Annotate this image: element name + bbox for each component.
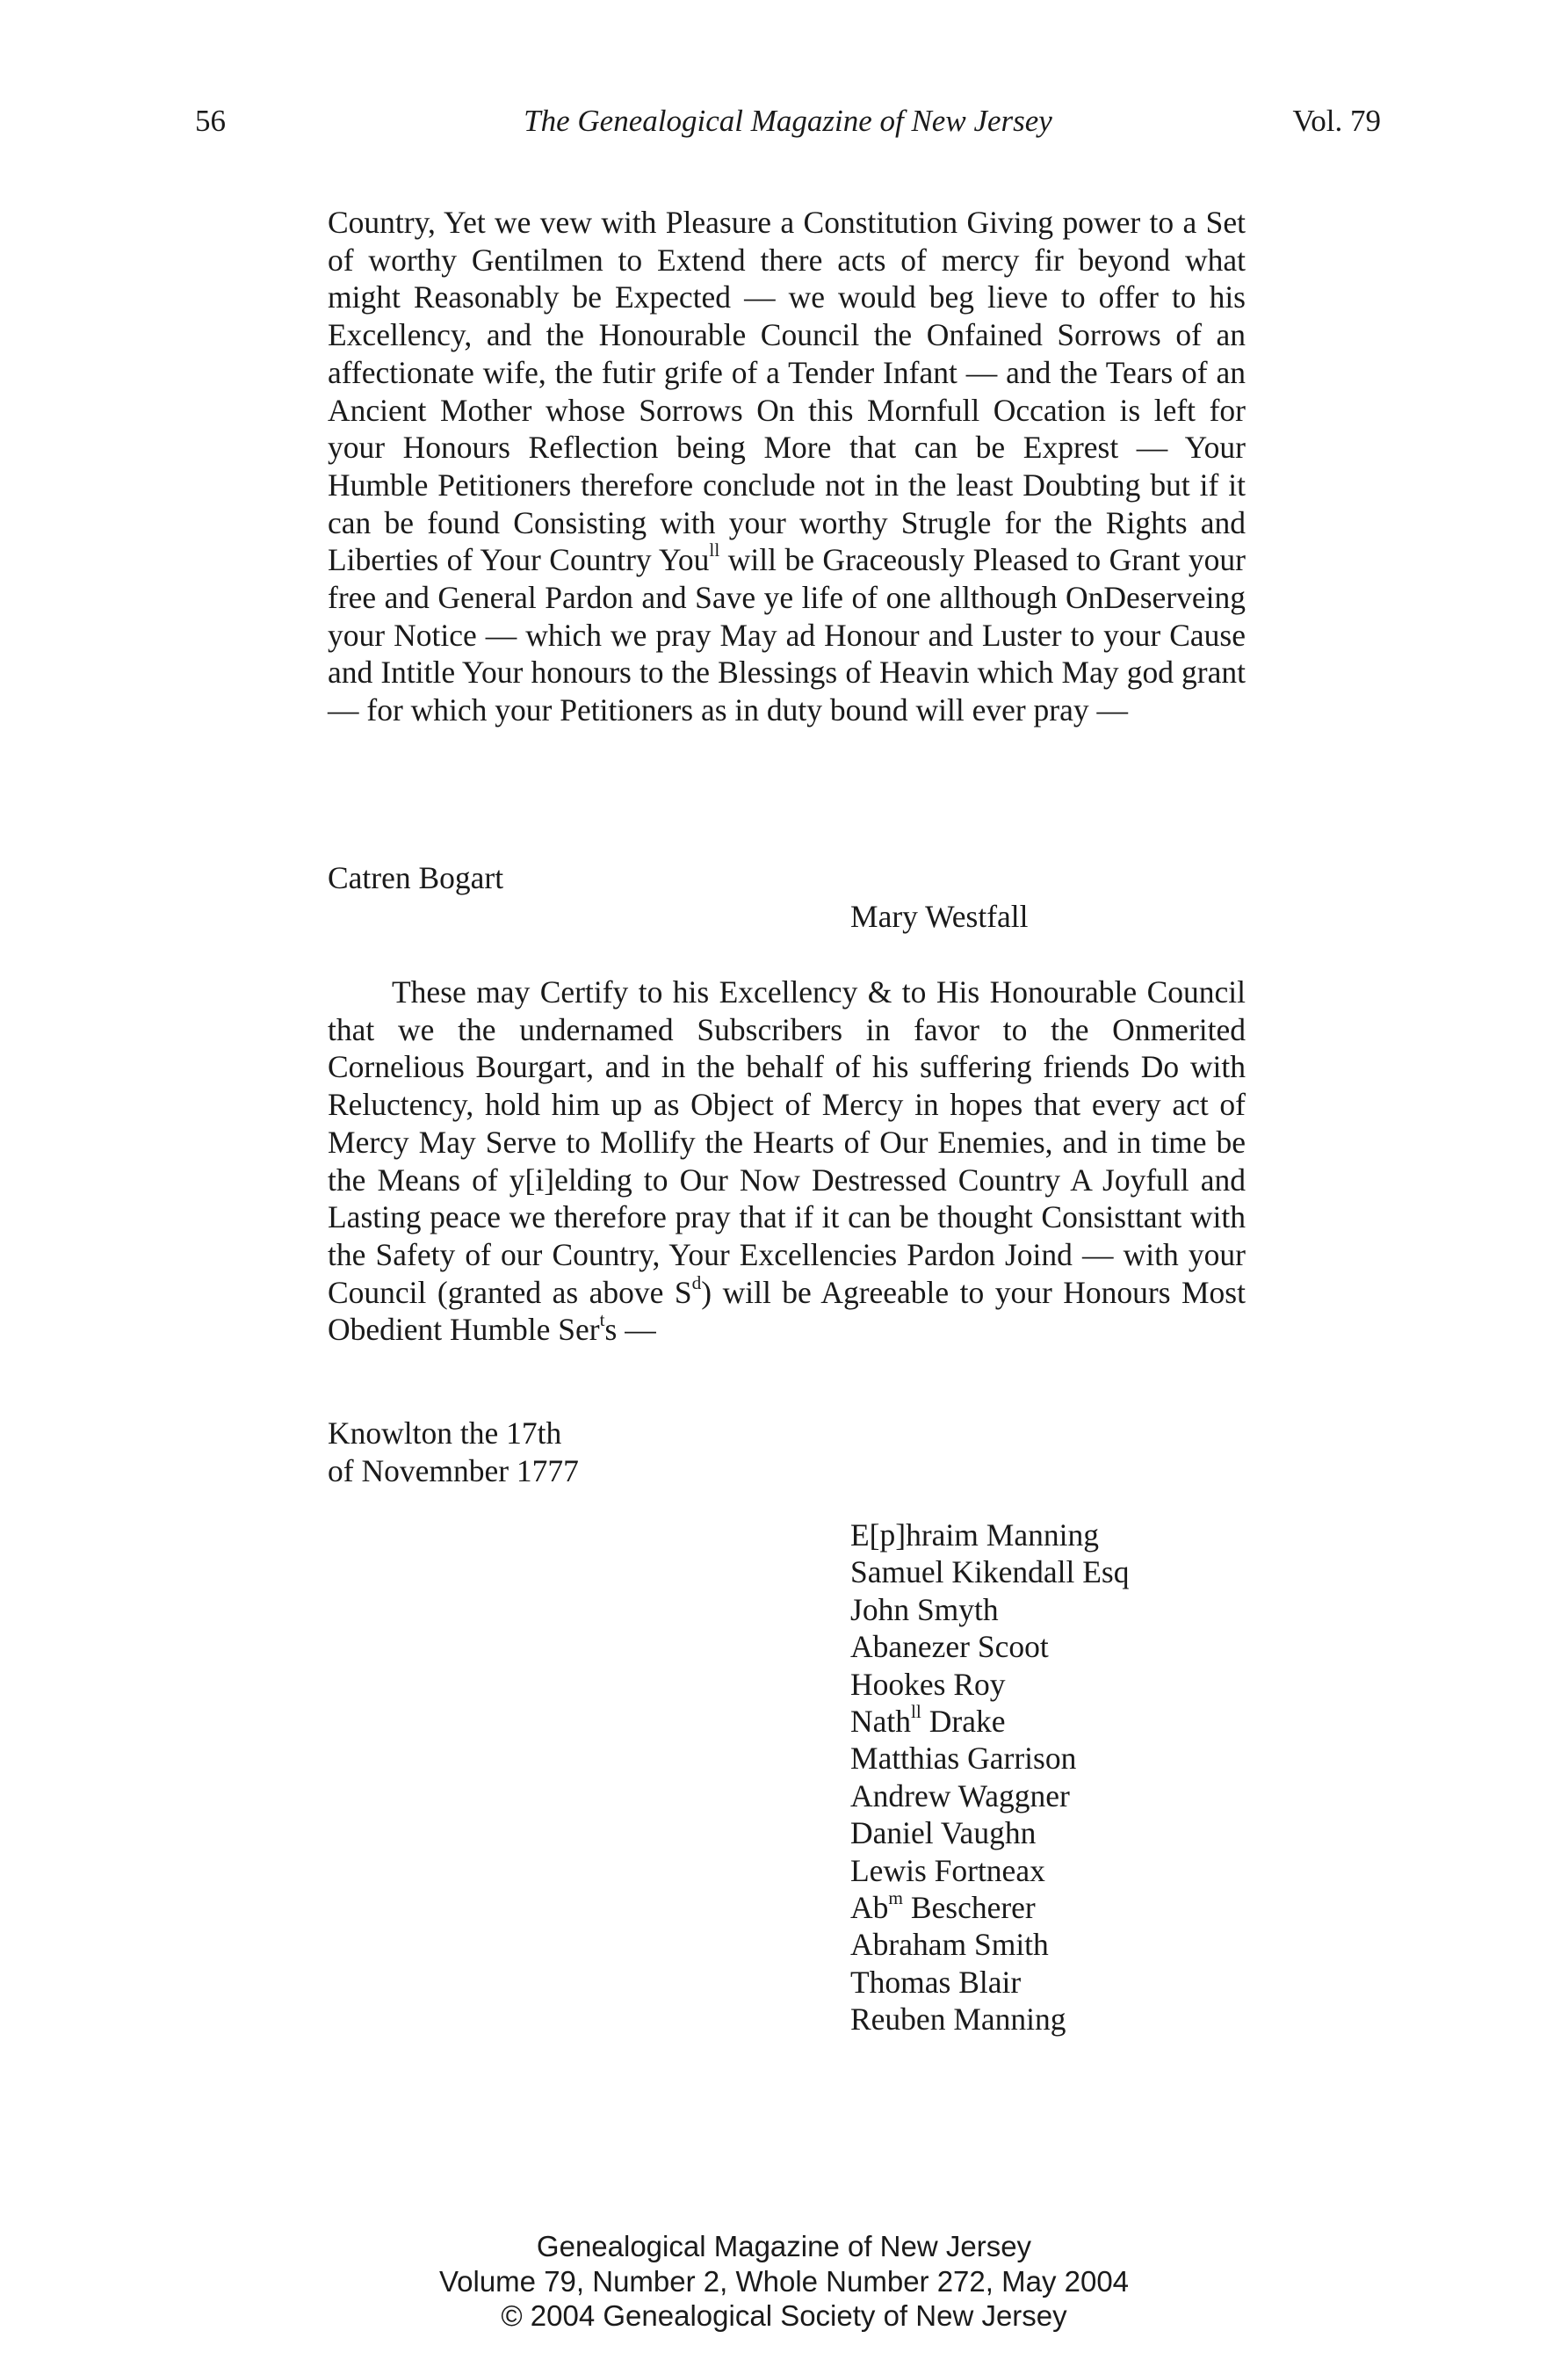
you-superscript: ll (709, 539, 720, 561)
date-line: of Novemnber 1777 (328, 1452, 579, 1488)
sd-superscript: d (691, 1271, 702, 1293)
petition-signer-catren: Catren Bogart (328, 860, 504, 895)
subscriber-name: Andrew Waggner (850, 1777, 1070, 1813)
petition-paragraph (328, 204, 1246, 729)
page-number: 56 (195, 104, 226, 138)
subscriber-name: Abanezer Scoot (850, 1629, 1049, 1665)
footer-journal-name: Genealogical Magazine of New Jersey (536, 2230, 1032, 2262)
running-header (195, 104, 1381, 148)
subscriber-name: Nath$^{ll}$ Drake (850, 1701, 1006, 1740)
certificate-text-part-2: ) will be Agreeable to your Honours Most Obedient Humble Ser (328, 1274, 1246, 1348)
subscriber-name: John Smyth (850, 1591, 999, 1627)
footer-copyright: © 2004 Genealogical Society of New Jersey (501, 2299, 1067, 2332)
subscriber-list (850, 1516, 1129, 2038)
subscriber-name: Reuben Manning (850, 2001, 1066, 2038)
certificate-paragraph (328, 974, 1246, 1349)
subscriber-name: Lewis Fortneax (850, 1852, 1045, 1888)
journal-title: The Genealogical Magazine of New Jersey (524, 104, 1052, 138)
subscriber-name: Abraham Smith (850, 1927, 1049, 1963)
place-line: Knowlton the 17th (328, 1415, 562, 1451)
petition-text-part-1: Country, Yet we vew with Pleasure a Constitution Giving power to a Set of worthy Gentilmen to Extend there acts of mercy fir beyond what might Reasonably be Expected — we would beg lieve to offer to his Excellency, and the Honourable Council the Onfained Sorrows of an affectionate wife, the futir grife of a Tender Infant — and the Tears of an Ancient Mother whose Sorrows On this Mornfull Occation is left for your Honours Reflection being More that can be Exprest — Your Humble Petitioners therefore conclude not in the least Doubting but if it can be found Consisting with your worthy Strugle for the Rights and Liberties of Your Country You (328, 205, 1246, 578)
volume-label: Vol. 79 (1292, 104, 1381, 138)
certificate-text-part-3: s — (604, 1312, 656, 1348)
footer-issue-info: Volume 79, Number 2, Whole Number 272, May 2004 (438, 2264, 1130, 2298)
subscriber-name: Matthias Garrison (850, 1741, 1077, 1777)
subscriber-name: Ab$^m$ Bescherer (850, 1887, 1036, 1926)
certificate-text-part-1: These may Certify to his Excellency & to His Honourable Council that we the undernamed Subscribers in favor to the Onmerited Cornelious Bourgart, and in the behalf of his suffering friends Do with Reluctency, hold him up as Object of Mercy in hopes that every act of Mercy May Serve to Mollify the Hearts of Our Enemies, and in time be the Means of y[i]elding to Our Now Destressed Country A Joyfull and Lasting peace we therefore pray that if it can be thought Consisttant with the Safety of our Country, Your Excellencies Pardon Joind — with your Council (granted as above S (328, 974, 1246, 1310)
subscriber-name: Hookes Roy (850, 1666, 1006, 1702)
subscriber-name: Samuel Kikendall Esq (850, 1554, 1130, 1590)
subscriber-name: E[p]hraim Manning (850, 1517, 1099, 1553)
subscriber-name: Thomas Blair (850, 1964, 1022, 2000)
petition-text-part-2: will be Graceously Pleased to Grant your free and General Pardon and Save ye life of one allthough OnDeserveing your Notice — which we pray May ad Honour and Luster to your Cause and Intitle Your honours to the Blessings of Heavin which May god grant — for which your Petitioners as in duty bound will ever pray — (328, 542, 1246, 728)
page-footer (0, 2229, 1568, 2334)
sers-superscript: t (599, 1309, 605, 1331)
certificate-dateline (328, 1415, 579, 1489)
subscriber-name: Daniel Vaughn (850, 1815, 1037, 1851)
petition-signer-mary: Mary Westfall (850, 899, 1029, 934)
